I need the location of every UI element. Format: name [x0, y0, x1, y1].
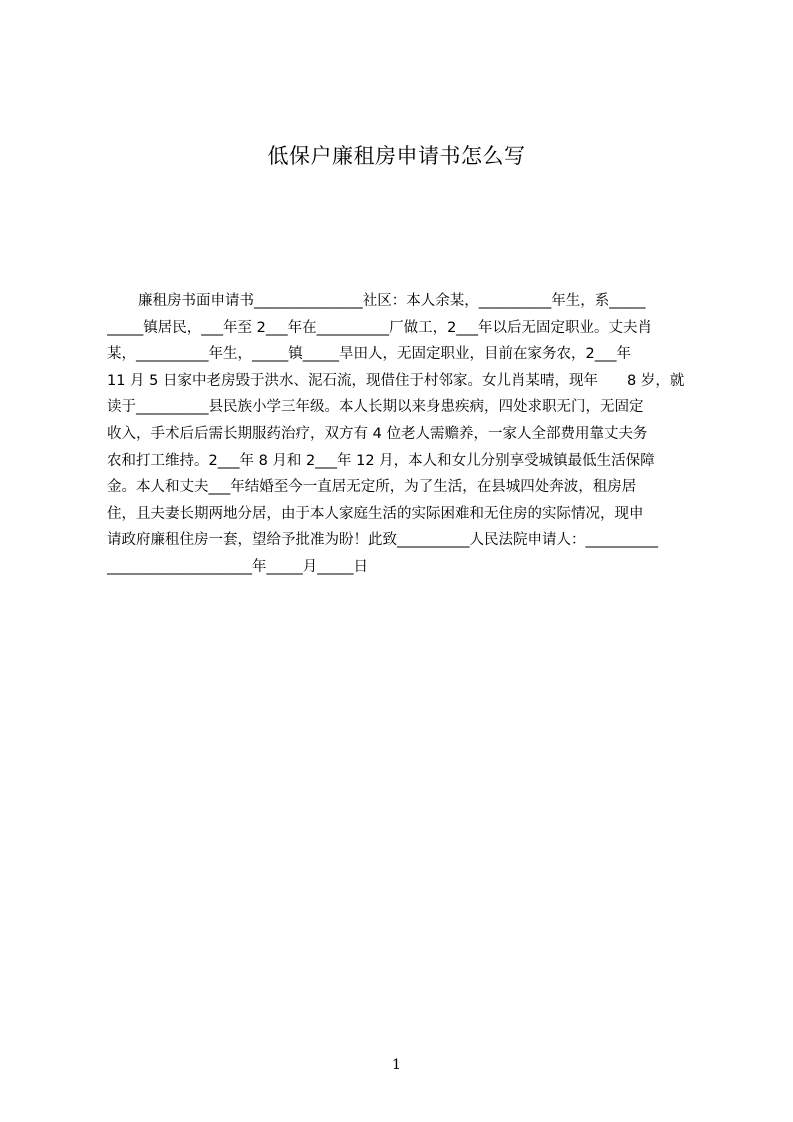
body-line-10: 请政府廉租住房一套，望给予批准为盼！此致__________人民法院申请人：__________ [107, 532, 658, 549]
body-line-7: 农和打工维持。2___年 8 月和 2___年 12 月，本人和女儿分别享受城镇最低生活保障 [107, 452, 655, 469]
body-line-4: 11 月 5 日家中老房毁于洪水、泥石流，现借住于村邻家。女儿肖某晴，现年 8 岁，就 [107, 372, 685, 389]
application-body [107, 288, 699, 581]
body-line-5: 读于__________县民族小学三年级。本人长期以来身患疾病，四处求职无门，无固定 [107, 399, 644, 416]
body-line-6: 收入，手术后后需长期服药治疗，双方有 4 位老人需赡养，一家人全部费用靠丈夫务 [107, 425, 648, 442]
page-number: 1 [392, 1057, 401, 1073]
body-line-2: _____镇居民，___年至 2___年在__________厂做工，2___年以后无固定职业。丈夫肖 [107, 319, 653, 336]
document-title: 低保户廉租房申请书怎么写 [267, 144, 526, 168]
body-line-3: 某，__________年生，_____镇_____旱田人，无固定职业，目前在家务农，2___年 [107, 346, 631, 363]
body-line-8: 金。本人和丈夫___年结婚至今一直居无定所，为了生活，在县城四处奔波，租房居 [107, 479, 637, 496]
body-line-9: 住，且夫妻长期两地分居，由于本人家庭生活的实际困难和无住房的实际情况，现申 [107, 505, 644, 522]
body-line-11: ____________________年_____月_____日 [107, 558, 368, 575]
body-line-1: 廉租房书面申请书_______________社区：本人余某，__________年生，系_____ [138, 293, 646, 309]
